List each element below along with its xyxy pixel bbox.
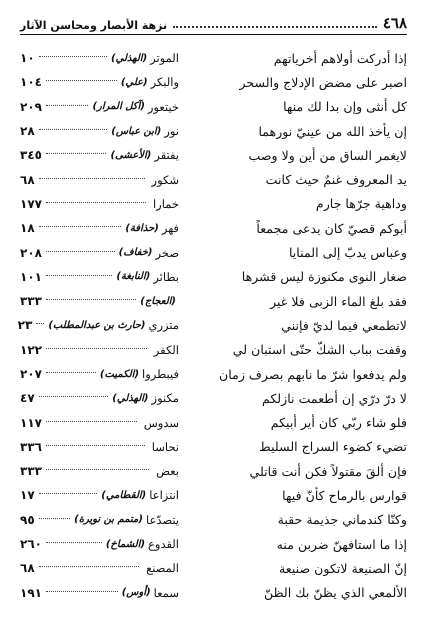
index-row bbox=[20, 143, 407, 167]
rhyme-group bbox=[20, 148, 179, 162]
index-row bbox=[20, 338, 407, 362]
page-reference: ١٢٢ bbox=[20, 342, 42, 357]
page-reference: ٢٠٧ bbox=[20, 367, 42, 381]
leader-dots bbox=[36, 323, 44, 324]
leader-dots bbox=[39, 396, 109, 397]
leader-dots bbox=[46, 348, 147, 349]
rhyme-group bbox=[20, 173, 179, 187]
page-reference: ١٧٧ bbox=[20, 196, 42, 211]
verse-text: وقفت بباب الشكّ حتّى استبان لي bbox=[232, 342, 407, 358]
leader-dots bbox=[46, 469, 149, 470]
rhyme-group bbox=[20, 416, 179, 430]
index-row bbox=[20, 289, 407, 313]
index-row bbox=[20, 265, 407, 289]
page-reference: ٦٨ bbox=[20, 561, 35, 576]
poet-name: (الشماخ) bbox=[105, 538, 146, 550]
rhyme-group bbox=[20, 513, 179, 527]
poet-name: (القطامي) bbox=[101, 489, 147, 501]
index-row bbox=[20, 435, 407, 459]
page-reference: ٣٣٦ bbox=[20, 439, 42, 454]
index-row bbox=[20, 362, 407, 386]
rhyme-word: يتصدّعا bbox=[145, 512, 179, 527]
rhyme-group bbox=[20, 294, 179, 308]
index-row bbox=[17, 313, 407, 337]
index-row bbox=[20, 410, 407, 434]
verse-text: لا درّ درّي إن أطعمت نازلكم bbox=[261, 390, 407, 406]
verse-text: ولم يدفعوا شرّ ما نابهم بصرف زمان bbox=[219, 366, 407, 382]
leader-dots bbox=[46, 251, 115, 252]
page-reference: ١٧ bbox=[20, 488, 35, 503]
leader-dots bbox=[46, 105, 88, 106]
page-reference: ٣٤٥ bbox=[20, 148, 42, 163]
poet-name: (الأعشى) bbox=[110, 149, 152, 161]
verse-text: فإن ألقَ مقتولاً فكن أنت قاتلي bbox=[249, 463, 407, 479]
index-row bbox=[20, 95, 407, 119]
page-reference: ٢٦٠ bbox=[20, 537, 42, 552]
verse-text: يد المعروف غنمٌ حيث كانت bbox=[265, 172, 407, 188]
leader-dots bbox=[46, 299, 136, 300]
header-leader-dots bbox=[173, 26, 377, 28]
rhyme-group bbox=[20, 221, 179, 235]
index-row bbox=[20, 46, 407, 70]
leader-dots bbox=[39, 178, 145, 179]
page-reference: ٣٣٣ bbox=[20, 464, 42, 479]
page-header bbox=[20, 12, 407, 32]
rhyme-word: سدوس bbox=[143, 415, 179, 430]
book-title: نزهة الأبصار ومحاسن الآثار bbox=[20, 19, 168, 32]
page-number: ٤٦٨ bbox=[382, 14, 407, 32]
page-reference: ٤٧ bbox=[20, 391, 35, 406]
verse-text: وكنّا كندماني جذيمة حقبة bbox=[277, 512, 407, 528]
rhyme-word: نور bbox=[164, 124, 179, 139]
rhyme-word: والبكر bbox=[150, 75, 179, 90]
verse-text: صغار النوى مكنوزة ليس قشرها bbox=[241, 269, 407, 285]
poet-name: (حارث بن عبدالمطلب) bbox=[48, 319, 146, 331]
verse-index-list bbox=[17, 46, 407, 605]
rhyme-word: فيبطروا bbox=[142, 367, 179, 381]
rhyme-word: خمارا bbox=[152, 196, 179, 211]
page-reference: ٩٥ bbox=[20, 512, 35, 527]
rhyme-word: سمعا bbox=[153, 585, 179, 600]
rhyme-group bbox=[20, 488, 179, 502]
verse-text: وداهية جرّها جارم bbox=[315, 196, 407, 212]
rhyme-word: المصنع bbox=[146, 561, 179, 576]
page-reference: ٢٠٩ bbox=[20, 99, 42, 114]
verse-text: لاتطمعي فيما لديّ فإنني bbox=[281, 317, 407, 333]
page-reference: ١١٧ bbox=[20, 415, 42, 430]
index-row bbox=[20, 192, 407, 216]
verse-text: لايغمر الساق من أين ولا وصب bbox=[248, 147, 407, 163]
rhyme-word: الموتر bbox=[150, 51, 179, 66]
verse-text: إنّ الصنيعة لاتكون صنيعة bbox=[279, 560, 407, 576]
poet-name: (متمم بن نويرة) bbox=[74, 514, 143, 526]
rhyme-word: شكور bbox=[151, 172, 179, 187]
index-row bbox=[20, 483, 407, 507]
rhyme-group bbox=[20, 197, 179, 211]
verse-text: أبوكم قصيّ كان يدعى مجمعاً bbox=[256, 220, 407, 236]
verse-text: فقد بلغ الماء الزبى فلا غير bbox=[270, 293, 407, 309]
verse-text: قوارس بالرماح كأنّ فيها bbox=[282, 487, 407, 503]
rhyme-word: صخر bbox=[155, 245, 179, 260]
verse-text: إن يأخذ الله من عينيّ نورهما bbox=[258, 123, 407, 139]
rhyme-group bbox=[20, 586, 179, 600]
rhyme-word: متزري bbox=[148, 318, 179, 333]
poet-name: (أوس) bbox=[121, 587, 151, 599]
leader-dots bbox=[46, 372, 96, 373]
rhyme-group bbox=[20, 100, 179, 114]
rhyme-word: خيتعور bbox=[147, 99, 179, 114]
rhyme-group bbox=[20, 124, 179, 138]
poet-name: (خفاف) bbox=[118, 247, 153, 259]
verse-text: إذا أدركت أولاهم أخرياتهم bbox=[273, 50, 407, 66]
index-row bbox=[20, 532, 407, 556]
poet-name: (العجاج) bbox=[140, 295, 176, 307]
leader-dots bbox=[46, 445, 145, 446]
page-reference: ٢٠٨ bbox=[20, 245, 42, 260]
leader-dots bbox=[46, 591, 118, 592]
index-row bbox=[20, 459, 407, 483]
rhyme-word: الكفر bbox=[153, 342, 179, 357]
leader-dots bbox=[39, 566, 139, 567]
rhyme-word: بعض bbox=[156, 464, 179, 479]
leader-dots bbox=[39, 493, 98, 494]
verse-text: اصبر على مضض الإدلاج والسحر bbox=[239, 74, 407, 90]
poet-name: (علي) bbox=[120, 76, 148, 88]
leader-dots bbox=[46, 80, 117, 81]
leader-dots bbox=[39, 129, 108, 130]
rhyme-group bbox=[20, 440, 179, 454]
index-row bbox=[20, 167, 407, 191]
index-row bbox=[20, 70, 407, 94]
rhyme-group bbox=[20, 561, 179, 575]
index-row bbox=[20, 556, 407, 580]
leader-dots bbox=[46, 421, 137, 422]
rhyme-group bbox=[20, 367, 179, 381]
verse-text: إذا ما استافهنّ ضربن منه bbox=[276, 536, 407, 552]
page-reference: ١٩١ bbox=[20, 585, 42, 600]
verse-text: تضيء كضوء السراج السليط bbox=[259, 439, 407, 455]
leader-dots bbox=[46, 275, 112, 276]
page-reference: ٣٣٣ bbox=[20, 294, 42, 309]
poet-name: (حذافة) bbox=[125, 222, 159, 234]
leader-dots bbox=[39, 518, 70, 519]
rhyme-word: يفتقر bbox=[154, 148, 179, 163]
rhyme-group bbox=[20, 391, 179, 405]
page-reference: ١٠٤ bbox=[20, 75, 42, 90]
poet-name: (الكميت) bbox=[99, 368, 140, 380]
rhyme-group bbox=[20, 343, 179, 357]
index-row bbox=[20, 119, 407, 143]
poet-name: (آكل المرار) bbox=[92, 101, 145, 113]
rhyme-group bbox=[18, 318, 179, 332]
index-row bbox=[20, 216, 407, 240]
page-reference: ١٨ bbox=[20, 221, 35, 236]
rhyme-group bbox=[20, 464, 179, 478]
rhyme-word: انتزاعا bbox=[149, 488, 179, 503]
index-row bbox=[20, 581, 407, 605]
poet-name: (النابغة) bbox=[116, 271, 151, 283]
verse-text: فلو شاء ربّي كان أير أبيكم bbox=[270, 415, 407, 431]
page-reference: ٢٣ bbox=[17, 318, 33, 333]
rhyme-group bbox=[20, 75, 179, 89]
rhyme-word: القدوع bbox=[148, 537, 179, 552]
rhyme-group bbox=[20, 270, 179, 284]
index-row bbox=[20, 386, 407, 410]
verse-text: الألمعي الذي يظنّ بك الظنّ bbox=[264, 585, 407, 601]
page-reference: ١٠١ bbox=[20, 269, 42, 284]
leader-dots bbox=[39, 56, 107, 57]
page-reference: ١٠ bbox=[20, 51, 35, 66]
verse-text: كل أنثى وإن بدا لك منها bbox=[283, 99, 407, 115]
rhyme-word: نحاسا bbox=[151, 439, 179, 454]
page-reference: ٦٨ bbox=[20, 172, 35, 187]
rhyme-word: فهر bbox=[161, 221, 179, 236]
rhyme-group bbox=[20, 51, 179, 65]
rhyme-group bbox=[20, 246, 179, 260]
poet-name: (الهذلي) bbox=[112, 392, 149, 404]
header-rule bbox=[20, 34, 407, 35]
index-row bbox=[20, 508, 407, 532]
verse-text: وعباس يدبّ إلى المنايا bbox=[288, 245, 407, 261]
rhyme-group bbox=[20, 537, 179, 551]
page-reference: ٢٨ bbox=[20, 124, 35, 139]
rhyme-word: مكنوز bbox=[151, 391, 179, 406]
rhyme-word: بطائر bbox=[153, 269, 179, 284]
poet-name: (ابن عباس) bbox=[111, 125, 162, 137]
leader-dots bbox=[46, 542, 102, 543]
index-row bbox=[20, 240, 407, 264]
poet-name: (الهذلي) bbox=[110, 52, 148, 64]
leader-dots bbox=[46, 202, 146, 203]
leader-dots bbox=[46, 153, 107, 154]
leader-dots bbox=[39, 226, 122, 227]
